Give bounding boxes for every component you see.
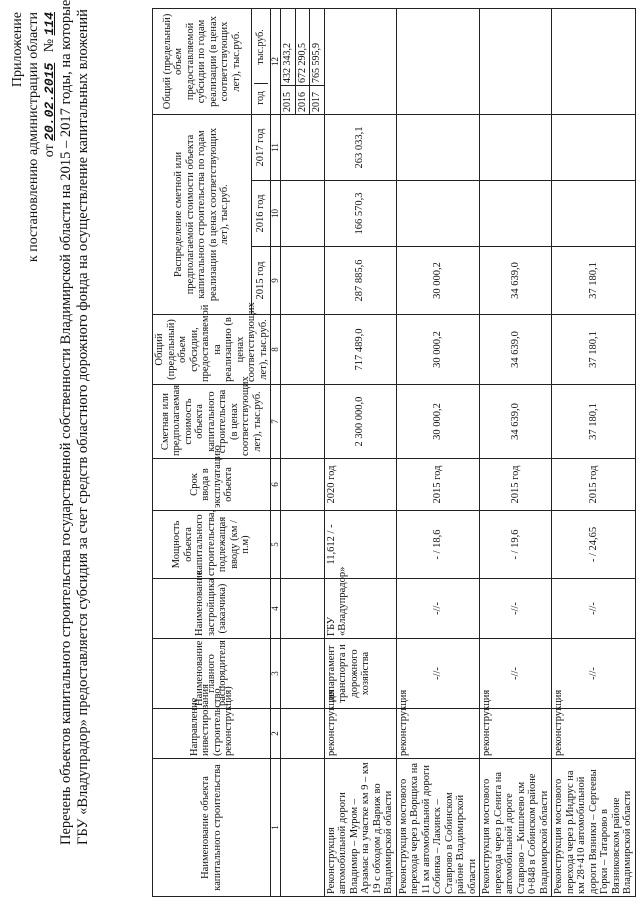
col-number: 3 — [271, 639, 281, 709]
object-direction: реконструкция — [396, 709, 480, 759]
object-2016 — [480, 181, 552, 247]
col-number: 4 — [271, 579, 281, 639]
table-row — [480, 8, 552, 896]
object-estimated-cost: 34 639,0 — [480, 385, 552, 459]
object-capacity: 11,612 / - — [324, 511, 396, 579]
object-subsidy-total: 37 180,1 — [552, 315, 636, 385]
total-value: 432 343,2 — [281, 9, 295, 86]
header-deadline: Срок ввода в эксплуатацию объекта — [153, 459, 271, 511]
header-estimated-cost: Сметная или предполагаемая стоимость объекта капитального строительства (в ценах соответствующих лет), тыс.руб. — [153, 385, 271, 459]
col-number: 7 — [271, 385, 281, 459]
order-date: 20.02.2015 — [42, 62, 57, 141]
object-2015: 34 639,0 — [480, 247, 552, 315]
object-2015: 287 885,6 — [324, 247, 396, 315]
object-2016: 166 570,3 — [324, 181, 396, 247]
totals-cell — [281, 8, 325, 114]
object-main-manager: -//- — [480, 639, 552, 709]
title-line-1: Перечень объектов капитального строительства государственной собственности Владимирской области на 2015 – 2017 годы, на которые — [58, 0, 74, 845]
object-direction: реконструкция — [552, 709, 636, 759]
object-main-manager: департамент транспорта и дорожного хозяйства — [324, 639, 396, 709]
object-subsidy-total: 717 489,0 — [324, 315, 396, 385]
header-direction: Направление инвестирования (строительство, реконструкция) — [153, 709, 271, 759]
order-prefix: от — [42, 144, 57, 158]
object-capacity: - / 18,6 — [396, 511, 480, 579]
object-2017: 263 033,1 — [324, 114, 396, 180]
header-row — [153, 8, 252, 896]
header-year-value — [251, 8, 270, 114]
object-developer: ГБУ «Владупрадор» — [324, 579, 396, 639]
object-main-manager: -//- — [552, 639, 636, 709]
object-estimated-cost: 30 000,2 — [396, 385, 480, 459]
object-subsidy-total: 34 639,0 — [480, 315, 552, 385]
object-2017 — [480, 114, 552, 180]
object-main-manager: -//- — [396, 639, 480, 709]
object-subsidy-total: 30 000,2 — [396, 315, 480, 385]
table-row — [324, 8, 396, 896]
column-number-row — [271, 8, 281, 896]
table-row — [396, 8, 480, 896]
col-number: 12 — [271, 8, 281, 114]
col-number: 11 — [271, 114, 281, 180]
object-deadline: 2015 год — [552, 459, 636, 511]
object-2017 — [552, 114, 636, 180]
col-number: 6 — [271, 459, 281, 511]
object-2017 — [396, 114, 480, 180]
object-direction: реконструкция — [324, 709, 396, 759]
col-number: 2 — [271, 709, 281, 759]
header-developer: Наименование застройщика (заказчика) — [153, 579, 271, 639]
header-distribution: Распределение сметной или предполагаемой стоимости объекта капитального строительства по годам реализации (в ценах соответствующих лет), тыс.руб. — [153, 114, 252, 314]
object-2015: 30 000,2 — [396, 247, 480, 315]
title-line-2: ГБУ «Владупрадор» предоставляется субсидия за счет средств областного дорожного фонда на осуществление капитальных вложений — [75, 9, 91, 845]
object-deadline: 2020 год — [324, 459, 396, 511]
object-name: Реконструкция мостового перехода через р.Сенига на автомобильной дороге Ставрово – Кишлеево км 0+848 в Собинском районе Владимирской области — [480, 759, 552, 897]
appendix-block — [10, 12, 58, 262]
header-main-manager: Наименование главного распорядителя — [153, 639, 271, 709]
object-2015: 37 180,1 — [552, 247, 636, 315]
totals-row — [281, 8, 325, 896]
objects-table — [152, 8, 636, 897]
col-number: 10 — [271, 181, 281, 247]
col-number: 9 — [271, 247, 281, 315]
object-name: Реконструкция автомобильной дороги Владимир – Муром – Арзамас на участке км 9 – км 19 с обходом д.Вариж во Владимирской области — [324, 759, 396, 897]
col-number: 8 — [271, 315, 281, 385]
header-total-by-year: Общий (предельный) объем предоставляемой субсидии по годам реализации (в ценах соответствующих лет), тыс.руб. — [153, 8, 252, 114]
object-direction: реконструкция — [480, 709, 552, 759]
total-year: 2016 — [295, 85, 310, 114]
col-number: 1 — [271, 759, 281, 897]
object-capacity: - / 19,6 — [480, 511, 552, 579]
object-name: Реконструкция мостового перехода через р.Индрус на км 28+410 автомобильной дороги Вязники – Сергеевы Горки – Татарово в Вязниковском районе Владимирской области — [552, 759, 636, 897]
order-number-label: № — [42, 38, 57, 53]
table-row — [552, 8, 636, 896]
order-number: 114 — [42, 12, 57, 36]
document-title — [58, 0, 92, 845]
object-deadline: 2015 год — [480, 459, 552, 511]
object-deadline: 2015 год — [396, 459, 480, 511]
object-developer: -//- — [480, 579, 552, 639]
total-year: 2017 — [310, 85, 324, 114]
object-2016 — [552, 181, 636, 247]
object-developer: -//- — [396, 579, 480, 639]
header-capacity: Мощность объекта капитального строительства, подлежащая вводу (км / п.м) — [153, 511, 271, 579]
object-capacity: - / 24,65 — [552, 511, 636, 579]
header-thousand-rub: тыс.руб. — [255, 29, 266, 65]
header-name: Наименование объекта капитального строительства — [153, 759, 271, 897]
appendix-label: Приложение — [10, 12, 25, 88]
header-2017: 2017 год — [251, 114, 270, 180]
col-number: 5 — [271, 511, 281, 579]
object-developer: -//- — [552, 579, 636, 639]
total-value: 765 595,9 — [311, 42, 322, 83]
object-name: Реконструкция мостового перехода через р.Ворщиха на 11 км автомобильной дороги Собинка – Лакинск – Ставрово в Собинском районе Владимирской области — [396, 759, 480, 897]
header-subsidy-total: Общий (предельный) объем субсидии, предоставляемой на реализацию (в ценах соответствующих лет), тыс.руб. — [153, 315, 271, 385]
object-estimated-cost: 2 300 000,0 — [324, 385, 396, 459]
header-year: год — [254, 83, 268, 112]
object-2016 — [396, 181, 480, 247]
header-2015: 2015 год — [251, 247, 270, 315]
header-2016: 2016 год — [251, 181, 270, 247]
object-estimated-cost: 37 180,1 — [552, 385, 636, 459]
total-year: 2015 — [281, 85, 295, 114]
order-reference — [42, 12, 58, 262]
total-value: 672 290,5 — [295, 9, 310, 86]
appendix-to: к постановлению администрации области — [26, 12, 41, 263]
